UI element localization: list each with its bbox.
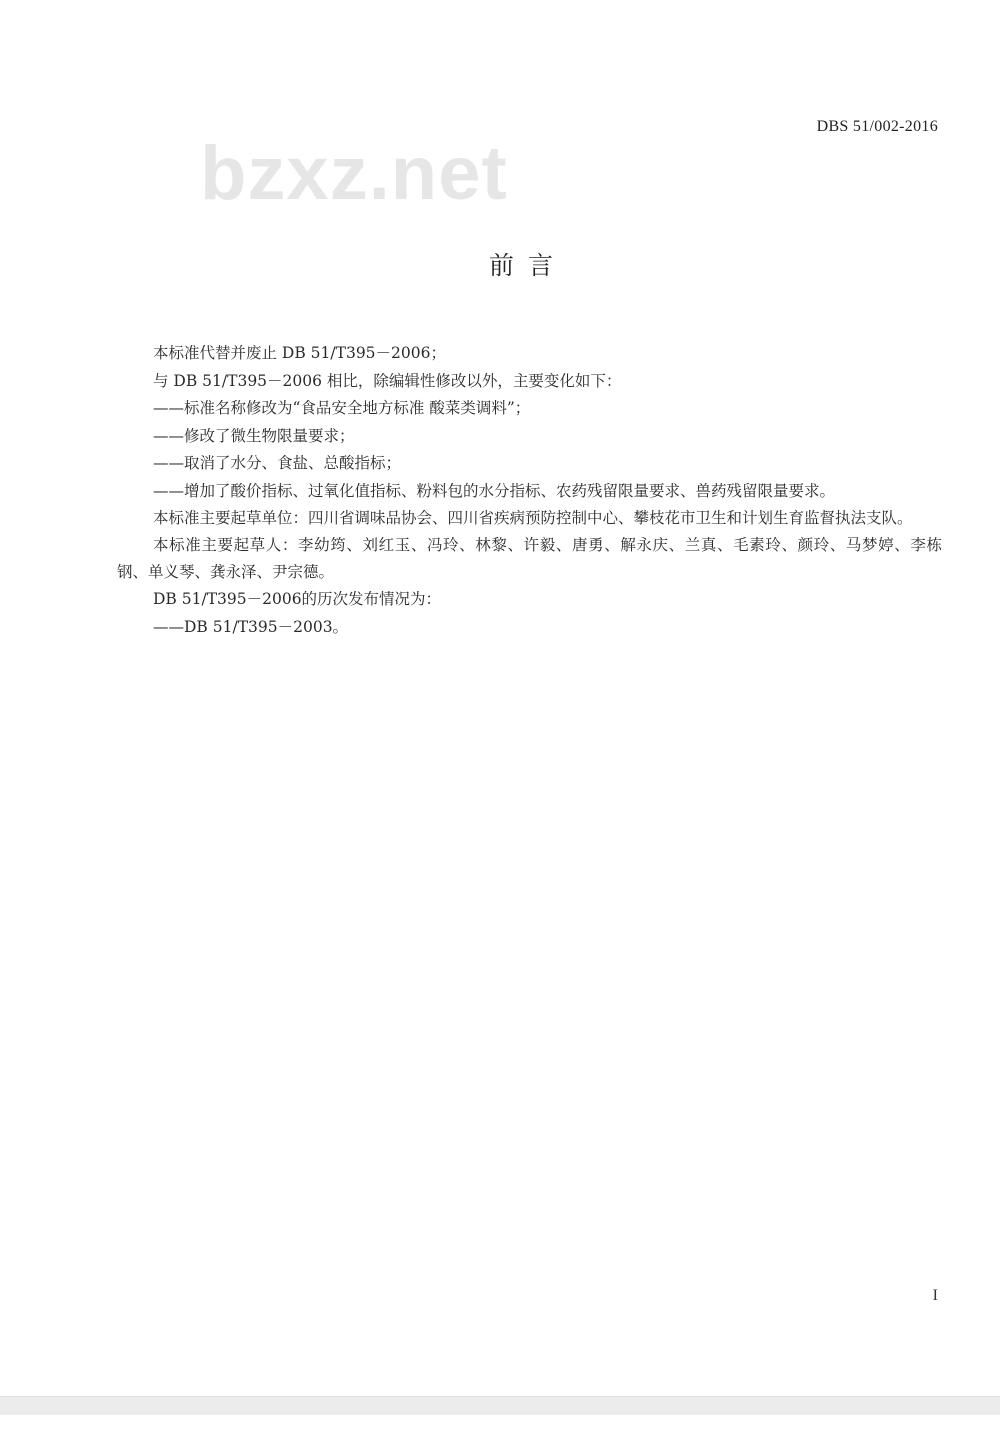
paragraph-drafting-units: 本标准主要起草单位：四川省调味品协会、四川省疾病预防控制中心、攀枝花市卫生和计划生育监督执法支队。 [153, 509, 913, 527]
paragraph-drafters: 本标准主要起草人：李幼筠、刘红玉、冯玲、林黎、许毅、唐勇、解永庆、兰真、毛素玲、颜玲、马梦婷、李栋钢、单义琴、龚永泽、尹宗德。 [117, 536, 942, 581]
list-item-change-name: ——标准名称修改为“食品安全地方标准 酸菜类调料”； [153, 399, 531, 417]
list-item-change-added: ——增加了酸价指标、过氧化值指标、粉料包的水分指标、农药残留限量要求、兽药残留限量要求。 [153, 481, 836, 500]
viewer-bottom-bar [0, 1396, 1000, 1415]
foreword-body [117, 340, 942, 641]
list-item-change-microbial: ——修改了微生物限量要求； [153, 426, 355, 445]
paragraph-replaces: 本标准代替并废止 DB 51/T395－2006； [153, 344, 446, 362]
page-title: 前言 [488, 251, 567, 280]
list-item-history: ——DB 51/T395－2003。 [153, 617, 349, 636]
page-number: I [932, 1287, 938, 1304]
paragraph-changes-intro: 与 DB 51/T395－2006 相比，除编辑性修改以外，主要变化如下： [153, 371, 622, 390]
paragraph-history-intro: DB 51/T395－2006的历次发布情况为： [153, 590, 442, 608]
list-item-change-removed: ——取消了水分、食盐、总酸指标； [153, 454, 402, 472]
document-code: DBS 51/002-2016 [816, 118, 938, 135]
watermark: bzxz.net [200, 131, 508, 216]
